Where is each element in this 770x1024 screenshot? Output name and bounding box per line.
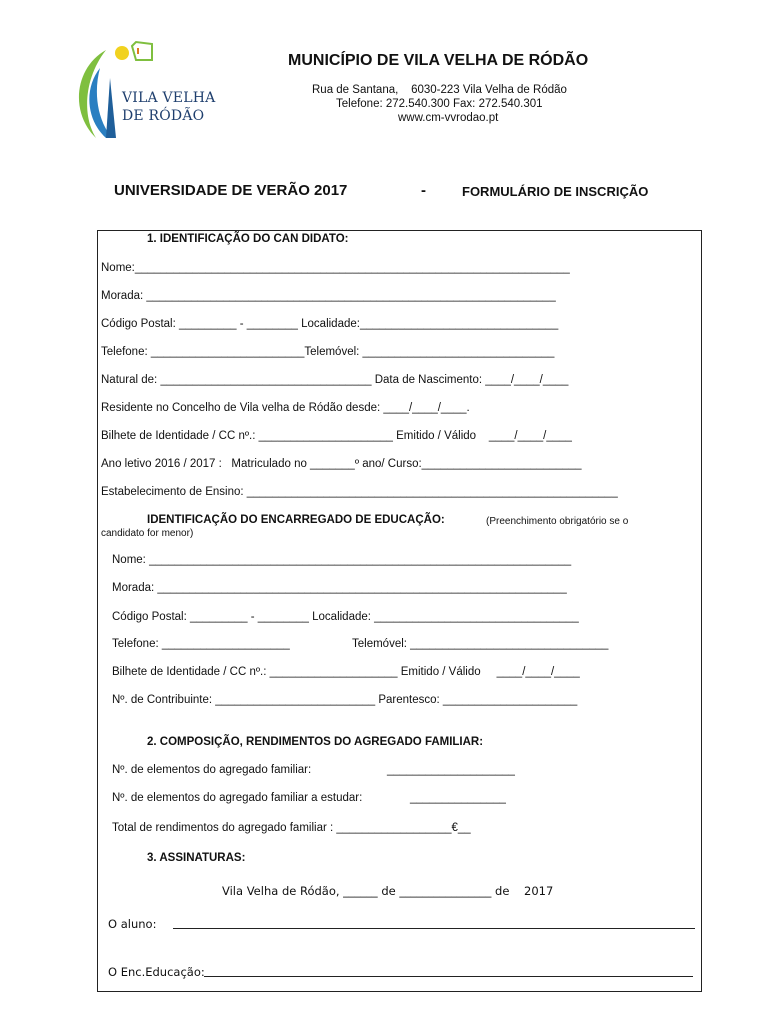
guardian-name-field[interactable]: Nome: __________________________________________________________________: [112, 554, 572, 566]
household-members-field[interactable]: ____________________: [387, 764, 515, 776]
page-title: MUNICÍPIO DE VILA VELHA DE RÓDÃO: [288, 52, 589, 69]
form-title: FORMULÁRIO DE INSCRIÇÃO: [462, 184, 649, 199]
header-website: www.cm-vvrodao.pt: [398, 112, 499, 124]
logo-text-line1: VILA VELHA: [122, 90, 216, 106]
student-signature-label: O aluno:: [108, 917, 157, 931]
guardian-address-field[interactable]: Morada: ________________________________________________________________: [112, 582, 567, 594]
candidate-resident-field[interactable]: Residente no Concelho de Vila velha de Ródão desde: ____/____/____.: [101, 402, 470, 414]
section2-title: 2. COMPOSIÇÃO, RENDIMENTOS DO AGREGADO FAMILIAR:: [147, 736, 484, 748]
household-students-field[interactable]: _______________: [410, 792, 506, 804]
section1-title: 1. IDENTIFICAÇÃO DO CAN DIDATO:: [147, 233, 349, 245]
candidate-name-field[interactable]: Nome:____________________________________________________________________: [101, 262, 570, 274]
guardian-mobile-field[interactable]: Telemóvel: _______________________________: [352, 638, 609, 650]
household-income-field[interactable]: Total de rendimentos do agregado familiar : __________________€__: [112, 822, 471, 834]
section3-title: 3. ASSINATURAS:: [147, 852, 246, 864]
candidate-birth-field[interactable]: Natural de: _________________________________ Data de Nascimento: ____/____/____: [101, 374, 569, 386]
guardian-phone-field[interactable]: Telefone: ____________________: [112, 638, 290, 650]
guardian-note-cont: candidato for menor): [101, 528, 194, 539]
title-dash: -: [421, 182, 426, 199]
guardian-postal-field[interactable]: Código Postal: _________ - ________ Localidade: ________________________________: [112, 611, 579, 623]
guardian-signature-label: O Enc.Educação:: [108, 965, 205, 979]
guardian-id-field[interactable]: Bilhete de Identidade / CC nº.: ____________________ Emitido / Válido ____/____/____: [112, 666, 580, 678]
header-address: Rua de Santana, 6030-223 Vila Velha de Ródão: [312, 84, 567, 96]
household-students-label: Nº. de elementos do agregado familiar a estudar:: [112, 792, 363, 804]
candidate-postal-field[interactable]: Código Postal: _________ - ________ Localidade:_______________________________: [101, 318, 559, 330]
municipality-logo: [66, 38, 216, 143]
header-phone: Telefone: 272.540.300 Fax: 272.540.301: [336, 98, 543, 110]
guardian-taxid-field[interactable]: Nº. de Contribuinte: _________________________ Parentesco: _____________________: [112, 694, 578, 706]
candidate-id-field[interactable]: Bilhete de Identidade / CC nº.: _____________________ Emitido / Válido ____/____/____: [101, 430, 572, 442]
place-date-field[interactable]: Vila Velha de Ródão, ______ de ________________ de 2017: [222, 884, 554, 898]
guardian-note: (Preenchimento obrigatório se o: [486, 516, 629, 527]
guardian-signature-line[interactable]: [204, 976, 693, 977]
candidate-address-field[interactable]: Morada: ________________________________________________________________: [101, 290, 556, 302]
household-members-label: Nº. de elementos do agregado familiar:: [112, 764, 312, 776]
candidate-phone-field[interactable]: Telefone: ________________________Telemóvel: ______________________________: [101, 346, 555, 358]
document-title: UNIVERSIDADE DE VERÃO 2017: [114, 182, 348, 199]
candidate-school-year-field[interactable]: Ano letivo 2016 / 2017 : Matriculado no _______º ano/ Curso:_________________________: [101, 458, 582, 470]
student-signature-line[interactable]: [173, 928, 695, 929]
candidate-school-field[interactable]: Estabelecimento de Ensino: __________________________________________________________: [101, 486, 618, 498]
logo-text-line2: DE RÓDÃO: [122, 108, 205, 124]
guardian-title: IDENTIFICAÇÃO DO ENCARREGADO DE EDUCAÇÃO:: [147, 514, 445, 526]
